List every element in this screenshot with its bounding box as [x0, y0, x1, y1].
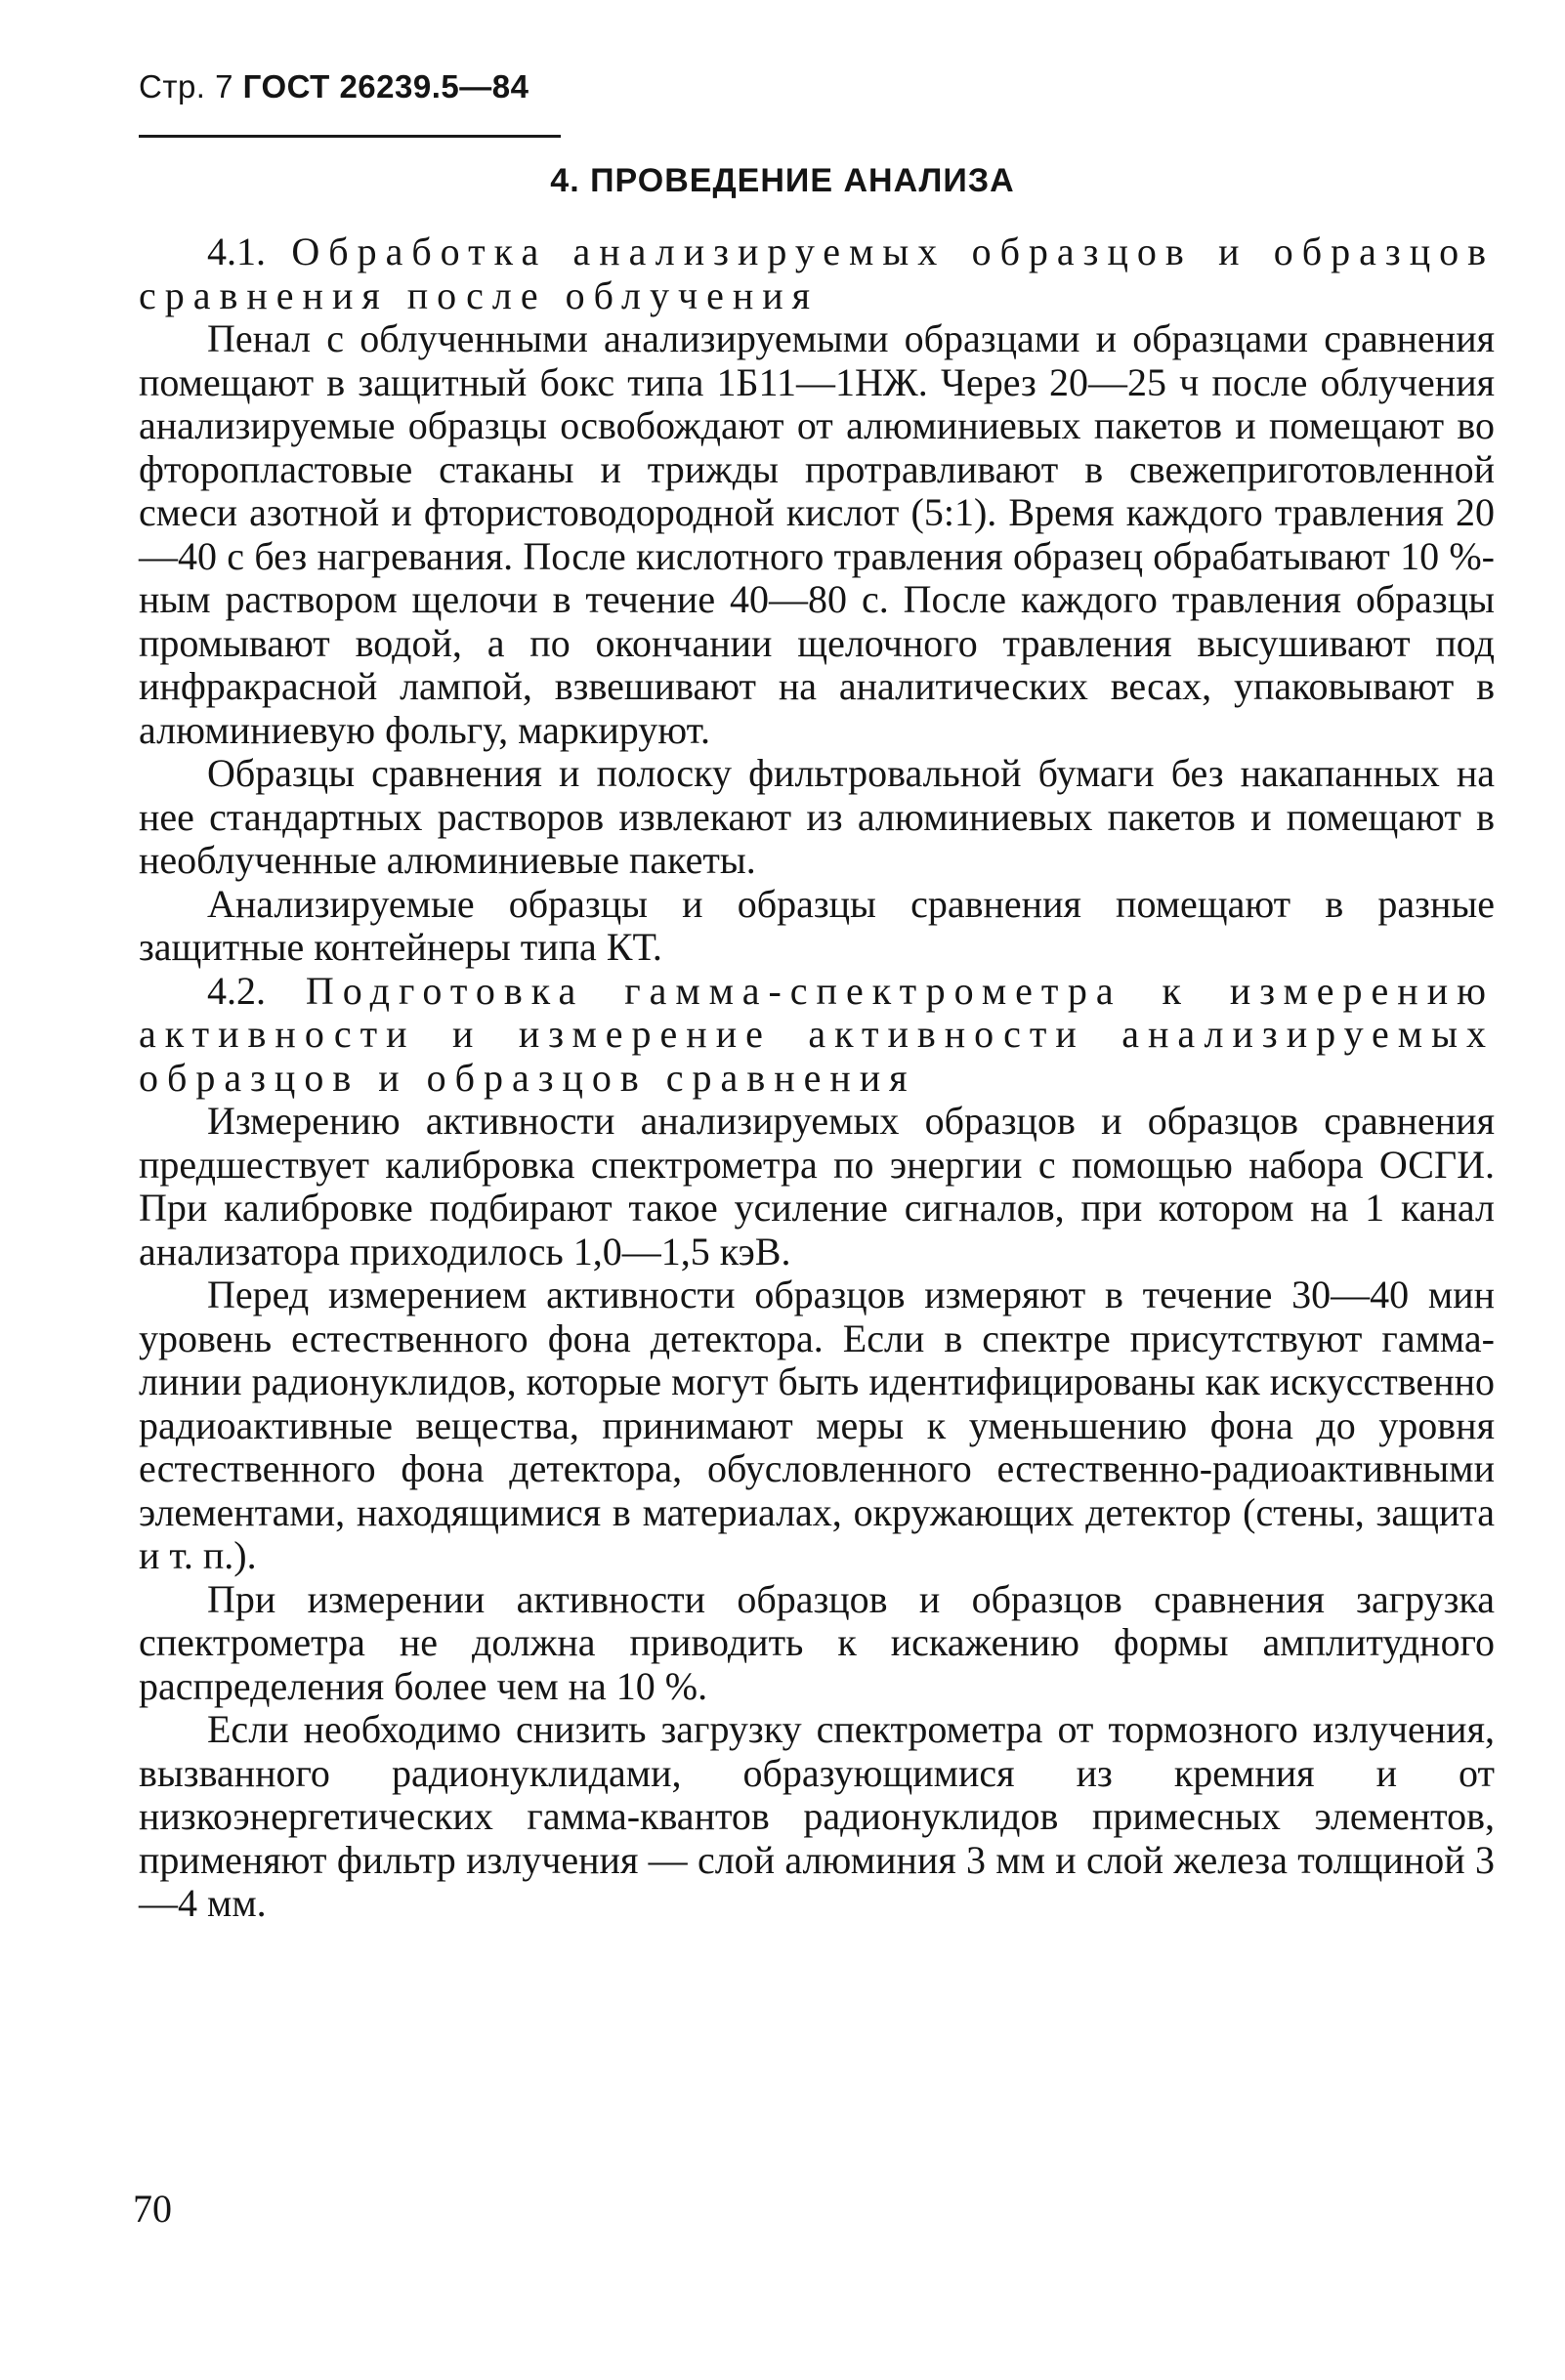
page-label: Стр. 7	[139, 68, 233, 104]
paragraph: Если необходимо снизить загрузку спектрометра от тормозного излучения, вызванного радионуклидами, образующимися из кремния и от низкоэнергетических гамма-квантов радионуклидов примесных элементов, применяют фильтр излучения — слой алюминия 3 мм и слой железа толщиной 3—4 мм.	[139, 1707, 1495, 1925]
body-text	[139, 230, 1495, 1926]
subsection-title: Обработка анализируемых образцов и образцов сравнения после облучения	[139, 230, 1496, 317]
paragraph: Пенал с облученными анализируемыми образцами и образцами сравнения помещают в защитный бокс типа 1Б11—1НЖ. Через 20—25 ч после облучения анализируемые образцы освобождают от алюминиевых пакетов и помещают во фторопластовые стаканы и трижды протравливают в свежеприготовленной смеси азотной и фтористоводородной кислот (5:1). Время каждого травления 20—40 с без нагревания. После кислотного травления образец обрабатывают 10 %-ным раствором щелочи в течение 40—80 с. После каждого травления образцы промывают водой, а по окончании щелочного травления высушивают под инфракрасной лампой, взвешивают на аналитических весах, упаковывают в алюминиевую фольгу, маркируют.	[139, 316, 1495, 752]
subsection-title: Подготовка гамма-спектрометра к измерению активности и измерение активности анализируемых образцов и образцов сравнения	[139, 968, 1495, 1100]
paragraph: Перед измерением активности образцов измеряют в течение 30—40 мин уровень естественного фона детектора. Если в спектре присутствуют гамма-линии радионуклидов, которые могут быть идентифицированы как искусственно радиоактивные вещества, принимают меры к уменьшению фона до уровня естественного фона детектора, обусловленного естественно-радиоактивными элементами, находящимися в материалах, окружающих детектор (стены, защита и т. п.).	[139, 1273, 1495, 1577]
paragraph: Анализируемые образцы и образцы сравнения помещают в разные защитные контейнеры типа КТ.	[139, 881, 1495, 969]
subsection-number: 4.2.	[207, 968, 266, 1013]
page-number: 70	[133, 2187, 172, 2231]
subsection-heading	[139, 970, 1495, 1101]
paragraph: Образцы сравнения и полоску фильтровальной бумаги без накапанных на нее стандартных растворов извлекают из алюминиевых пакетов и помещают в необлученные алюминиевые пакеты.	[139, 751, 1495, 882]
paragraph: Измерению активности анализируемых образцов и образцов сравнения предшествует калибровка спектрометра по энергии с помощью набора ОСГИ. При калибровке подбирают такое усиление сигналов, при котором на 1 канал анализатора приходилось 1,0—1,5 кэВ.	[139, 1099, 1495, 1274]
paragraph: При измерении активности образцов и образцов сравнения загрузка спектрометра не должна приводить к искажению формы амплитудного распределения более чем на 10 %.	[139, 1576, 1495, 1708]
page-header	[139, 68, 529, 105]
subsection-heading	[139, 230, 1495, 317]
header-rule	[139, 135, 561, 138]
standard-code: ГОСТ 26239.5—84	[242, 68, 529, 104]
subsection-number: 4.1.	[207, 230, 266, 273]
section-title: 4. ПРОВЕДЕНИЕ АНАЛИЗА	[550, 162, 1015, 199]
